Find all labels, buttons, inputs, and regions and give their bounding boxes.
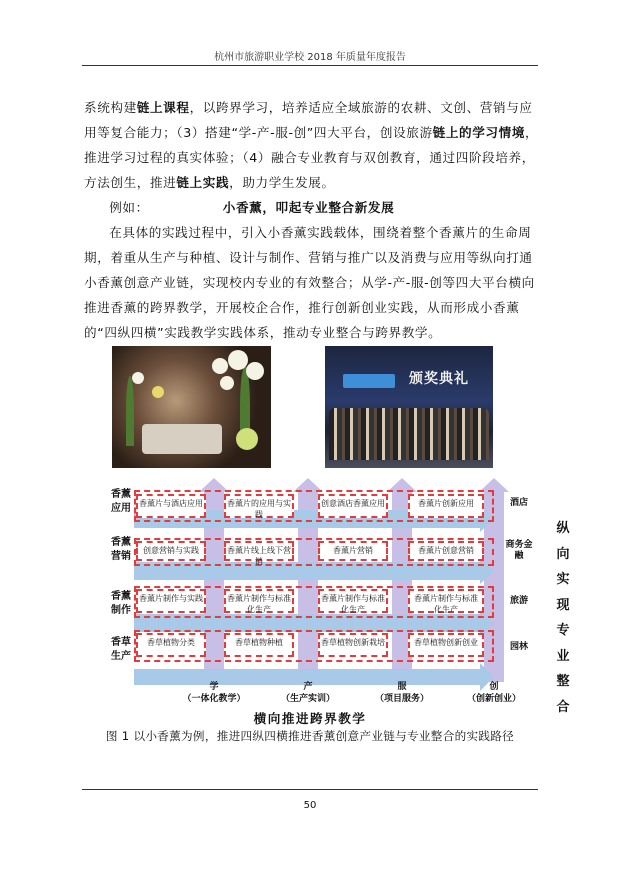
column-name: 服 xyxy=(397,682,407,692)
cell: 香薰片与酒店应用 xyxy=(136,494,206,518)
right-label-garden: 园林 xyxy=(509,642,528,652)
p1-text-g: ，助力学生发展。 xyxy=(229,175,335,190)
row-label-application: 香薰应用 xyxy=(111,489,131,514)
four-vertical-four-horizontal-diagram xyxy=(108,478,578,715)
figure-caption: 图 1 以小香薰为例，推进四纵四横推进香薰创意产业链与专业整合的实践路径 xyxy=(105,729,515,743)
header-divider xyxy=(82,65,538,66)
paragraph-2-text: 在具体的实践过程中，引入小香薰实践载体，围绕着整个香薰片的生命周期，着重从生产与种植、设计与制作、营销与推广以及消费与应用等纵向打通小香薰创意产业链，实现校内专业的有效整合；从学-产-服-创等四大平台横向推进香薰的跨界教学，开展校企合作，推行创新创业实践，从而形成小香薰的“四纵四横”实践教学实践体系，推动专业整合与跨界教学。 xyxy=(84,225,535,340)
column-name: 创 xyxy=(489,682,499,692)
cell: 创意营销与实践 xyxy=(136,541,206,561)
diagram-caption-title: 横向推进跨界教学 xyxy=(253,711,367,726)
footer-divider xyxy=(82,789,538,790)
cell: 香薰片的应用与实践 xyxy=(224,494,294,518)
column-label-create xyxy=(454,681,534,705)
column-name: 学 xyxy=(209,682,219,692)
cell: 香草植物分类 xyxy=(136,633,206,657)
p1-text-c: ，以跨界学习，培养适应全域旅游的农耕、文创、营销与应用等复合能力；（3）搭建“学-产-服-创”四大平台，创设旅游 xyxy=(84,100,533,140)
example-title: 小香薰，叩起专业整合新发展 xyxy=(222,200,395,215)
cell: 香薰片制作与标准化生产 xyxy=(318,589,388,613)
column-sub: （生产实训） xyxy=(280,694,335,704)
p1-bold-chain-courses: 链上课程 xyxy=(136,100,190,115)
page-header: 杭州市旅游职业学校 2018 年质量年度报告 xyxy=(214,52,406,63)
cell: 香草植物创新创业 xyxy=(408,633,484,657)
column-name: 产 xyxy=(303,682,313,692)
row-label-planting: 香草生产 xyxy=(111,637,131,662)
row-label-production: 香薰制作 xyxy=(111,591,131,616)
column-label-learn xyxy=(174,681,254,705)
cell: 香薰片线上线下营销 xyxy=(224,541,294,561)
example-line xyxy=(84,195,540,220)
photo-aroma-display xyxy=(112,346,271,468)
banner-decoration xyxy=(343,374,395,388)
column-sub: （创新创业） xyxy=(466,694,521,704)
column-sub: （一体化教学） xyxy=(182,694,246,704)
cell: 香薰片创新应用 xyxy=(408,494,484,518)
cell: 香薰片创意营销 xyxy=(408,541,484,561)
paragraph-2 xyxy=(84,220,540,345)
cell: 香草植物种植 xyxy=(224,633,294,657)
p1-bold-chain-practice: 链上实践 xyxy=(176,175,230,190)
row-label-marketing: 香薰营销 xyxy=(111,537,131,562)
cell: 香草植物创新栽培 xyxy=(318,633,388,657)
paragraph-1 xyxy=(84,95,540,195)
column-sub: （项目服务） xyxy=(374,694,429,704)
right-label-hotel: 酒店 xyxy=(509,498,528,508)
cell: 香薰片制作与标准化生产 xyxy=(408,589,484,613)
right-label-business-finance: 商务金融 xyxy=(505,540,533,561)
cell: 香薰片制作与实践 xyxy=(136,589,206,613)
photo-ceremony-title: 颁奖典礼 xyxy=(409,371,469,387)
cell: 香薰片营销 xyxy=(318,541,388,561)
column-label-produce xyxy=(268,681,348,705)
page-number: 50 xyxy=(303,800,317,811)
p1-text-e: ，推进学习过程的真实体验；（4）融合专业教育与双创教育，通过四阶段培养，方法创生，推进 xyxy=(84,125,539,190)
p1-text-a: 系统构建 xyxy=(84,100,137,115)
cell: 香薰片制作与标准化生产 xyxy=(224,589,294,613)
right-label-tourism: 旅游 xyxy=(509,596,528,606)
group-of-people xyxy=(329,408,489,460)
vertical-integration-label: 纵向实现专业整合 xyxy=(556,521,570,715)
p1-bold-chain-situation: 链上的学习情境 xyxy=(432,125,526,140)
column-label-serve xyxy=(362,681,442,705)
example-prefix: 例如： xyxy=(109,200,149,215)
cell: 创意酒店香薰应用 xyxy=(318,494,388,518)
photo-award-ceremony xyxy=(325,346,493,468)
